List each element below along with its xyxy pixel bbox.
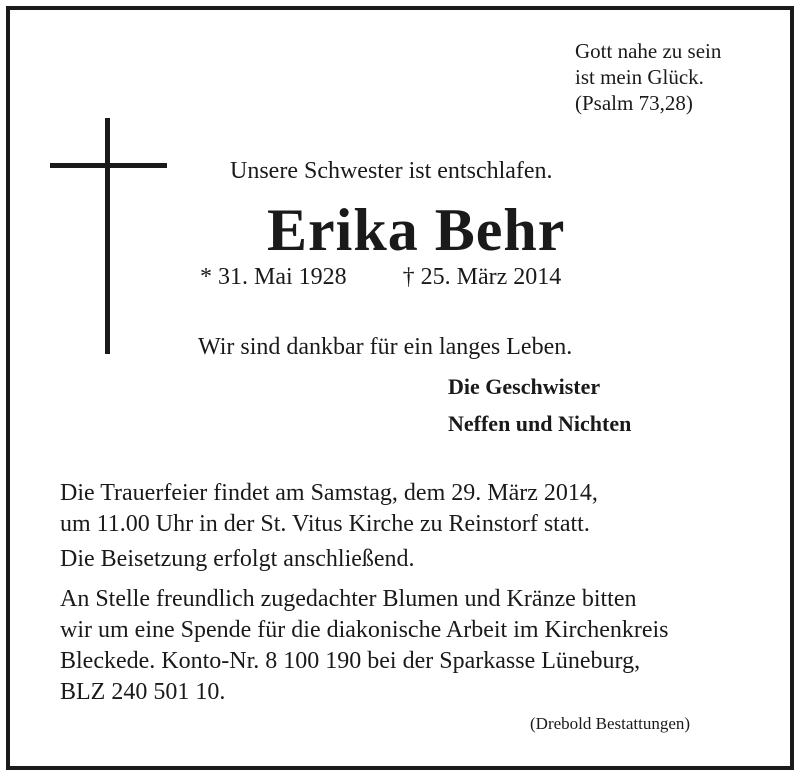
signatory-siblings: Die Geschwister [448, 374, 601, 399]
donation-line: Bleckede. Konto-Nr. 8 100 190 bei der Sparkasse Lüneburg, [60, 648, 641, 674]
donation-line: An Stelle freundlich zugedachter Blumen und Kränze bitten [60, 586, 637, 612]
donation-line: BLZ 240 501 10. [60, 679, 226, 705]
birth-date: * 31. Mai 1928 [200, 264, 347, 290]
funeral-line: Die Trauerfeier findet am Samstag, dem 29. März 2014, [60, 480, 598, 506]
funeral-line: um 11.00 Uhr in der St. Vitus Kirche zu Reinstorf statt. [60, 511, 590, 537]
intro-text: Unsere Schwester ist entschlafen. [230, 158, 553, 184]
signatory-nephews-nieces: Neffen und Nichten [448, 411, 632, 436]
life-dates [200, 264, 561, 291]
undertaker-credit: (Drebold Bestattungen) [530, 714, 691, 733]
funeral-info [60, 478, 598, 540]
obituary-notice [6, 6, 794, 770]
donation-info [60, 584, 669, 708]
donation-line: wir um eine Spende für die diakonische Arbeit im Kirchenkreis [60, 617, 669, 643]
psalm-reference: (Psalm 73,28) [575, 91, 693, 115]
psalm-line: Gott nahe zu sein [575, 39, 722, 63]
psalm-quote [575, 38, 721, 116]
death-date: † 25. März 2014 [402, 264, 562, 290]
cross-horizontal-bar [50, 163, 167, 168]
burial-info: Die Beisetzung erfolgt anschließend. [60, 546, 415, 572]
cross-vertical-bar [105, 118, 110, 354]
psalm-line: ist mein Glück. [575, 65, 704, 89]
thanks-text: Wir sind dankbar für ein langes Leben. [198, 334, 573, 360]
deceased-name: Erika Behr [267, 197, 566, 263]
